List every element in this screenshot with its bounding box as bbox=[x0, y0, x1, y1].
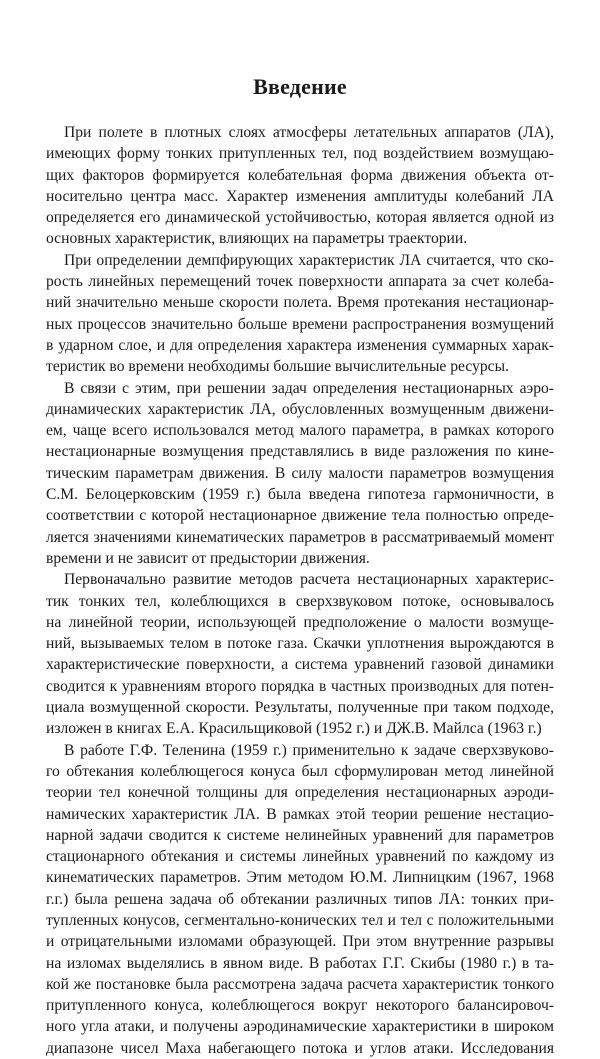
paragraph bbox=[46, 569, 554, 739]
text-line: При полете в плотных слоях атмосферы летательных аппаратов (ЛА), bbox=[64, 124, 554, 141]
text-line: динамических характеристик ЛА, обусловленных возмущенным движени- bbox=[46, 400, 554, 418]
text-line: на изломах выделялись в явном виде. В работах Г.Г. Скибы (1980 г.) в та- bbox=[46, 954, 554, 972]
document-body bbox=[46, 122, 554, 1059]
text-line: циала возмущенной скорости. Результаты, полученные при таком подходе, bbox=[46, 699, 554, 717]
text-line: диапазоне чисел Маха набегающего потока и углов атаки. Исследования bbox=[46, 1039, 554, 1057]
text-line: ний, вызываемых телом в потоке газа. Скачки уплотнения вырождаются в bbox=[46, 635, 554, 653]
text-line: щих факторов формируется колебательная форма движения объекта от- bbox=[46, 166, 554, 184]
text-line: и отрицательными изломами образующей. При этом внутренние разрывы bbox=[46, 933, 554, 951]
paragraph bbox=[46, 250, 554, 378]
text-line: намических характеристик ЛА. В рамках этой теории решение нестацио- bbox=[46, 805, 554, 823]
text-line: на линейной теории, использующей предположение о малости возмуще- bbox=[46, 613, 554, 631]
text-line: стационарного обтекания и системы линейных уравнений по каждому из bbox=[46, 848, 554, 866]
text-line: С.М. Белоцерковским (1959 г.) была введена гипотеза гармоничности, в bbox=[46, 486, 554, 504]
text-line: определяется его динамической устойчивостью, которая является одной из bbox=[46, 209, 554, 227]
text-line: Первоначально развитие методов расчета нестационарных характерис- bbox=[64, 571, 554, 589]
text-line: изложен в книгах Е.А. Красильщиковой (1952 г.) и ДЖ.В. Майлса (1963 г.) bbox=[46, 720, 542, 738]
text-line: носительно центра масс. Характер изменения амплитуды колебаний ЛА bbox=[46, 187, 554, 205]
text-line: тик тонких тел, колеблющихся в сверхзвуковом потоке, основывалось bbox=[46, 592, 554, 610]
text-line: ного угла атаки, и получены аэродинамические характеристики в широком bbox=[46, 1018, 554, 1036]
text-line: рость линейных перемещений точек поверхности аппарата за счет колеба- bbox=[46, 273, 554, 291]
text-line: При определении демпфирующих характеристик ЛА считается, что ско- bbox=[64, 251, 554, 269]
text-line: времени и не зависит от предыстории движения. bbox=[46, 549, 370, 567]
text-line: нестационарные возмущения представлялись в виде разложения по кине- bbox=[46, 443, 554, 461]
text-line: ляется значениями кинематических параметров в рассматриваемый момент bbox=[46, 528, 554, 546]
paragraph bbox=[46, 378, 554, 570]
text-line: тическим параметрам движения. В силу малости параметров возмущения bbox=[46, 464, 554, 482]
text-line: кой же постановке была рассмотрена задача расчета характеристик тонкого bbox=[46, 975, 554, 993]
text-line: теристик во времени необходимы большие вычислительные ресурсы. bbox=[46, 358, 509, 376]
text-line: кинематических параметров. Этим методом Ю.М. Липницким (1967, 1968 bbox=[46, 869, 554, 887]
text-line: го обтекания колеблющегося конуса был сформулирован метод линейной bbox=[46, 762, 554, 780]
text-line: В работе Г.Ф. Теленина (1959 г.) применительно к задаче сверхзвуково- bbox=[64, 741, 554, 759]
text-line: имеющих форму тонких притупленных тел, под воздействием возмущаю- bbox=[46, 145, 554, 163]
text-line: в ударном слое, и для определения характера изменения суммарных харак- bbox=[46, 336, 554, 354]
text-line: характеристические поверхности, а система уравнений газовой динамики bbox=[46, 656, 554, 674]
text-line: ем, чаще всего использовался метод малого параметра, в рамках которого bbox=[46, 422, 554, 440]
page-title: Введение bbox=[253, 74, 347, 99]
text-line: сводится к уравнениям второго порядка в частных производных для потен- bbox=[46, 677, 554, 695]
text-line: В связи с этим, при решении задач определения нестационарных аэро- bbox=[64, 379, 554, 397]
paragraph bbox=[46, 740, 554, 1059]
text-line: теории тел конечной толщины для определения нестационарных аэроди- bbox=[46, 784, 554, 802]
text-line: нарной задачи сводится к системе нелинейных уравнений для параметров bbox=[46, 826, 554, 844]
document-page bbox=[46, 0, 554, 1059]
text-line: г.г.) была решена задача об обтекании различных типов ЛА: тонких при- bbox=[46, 890, 554, 908]
text-line: ний значительно меньше скорости полета. Время протекания нестационар- bbox=[46, 294, 554, 312]
text-line: тупленных конусов, сегментально-конических тел и тел с положительными bbox=[46, 911, 554, 929]
text-line: соответствии с которой нестационарное движение тела полностью опреде- bbox=[46, 507, 554, 525]
text-line: притупленного конуса, колеблющегося вокруг некоторого балансировоч- bbox=[46, 997, 554, 1015]
text-line: основных характеристик, влияющих на параметры траектории. bbox=[46, 230, 468, 248]
text-line: ных процессов значительно больше времени распространения возмущений bbox=[46, 315, 554, 333]
paragraph bbox=[46, 122, 554, 250]
